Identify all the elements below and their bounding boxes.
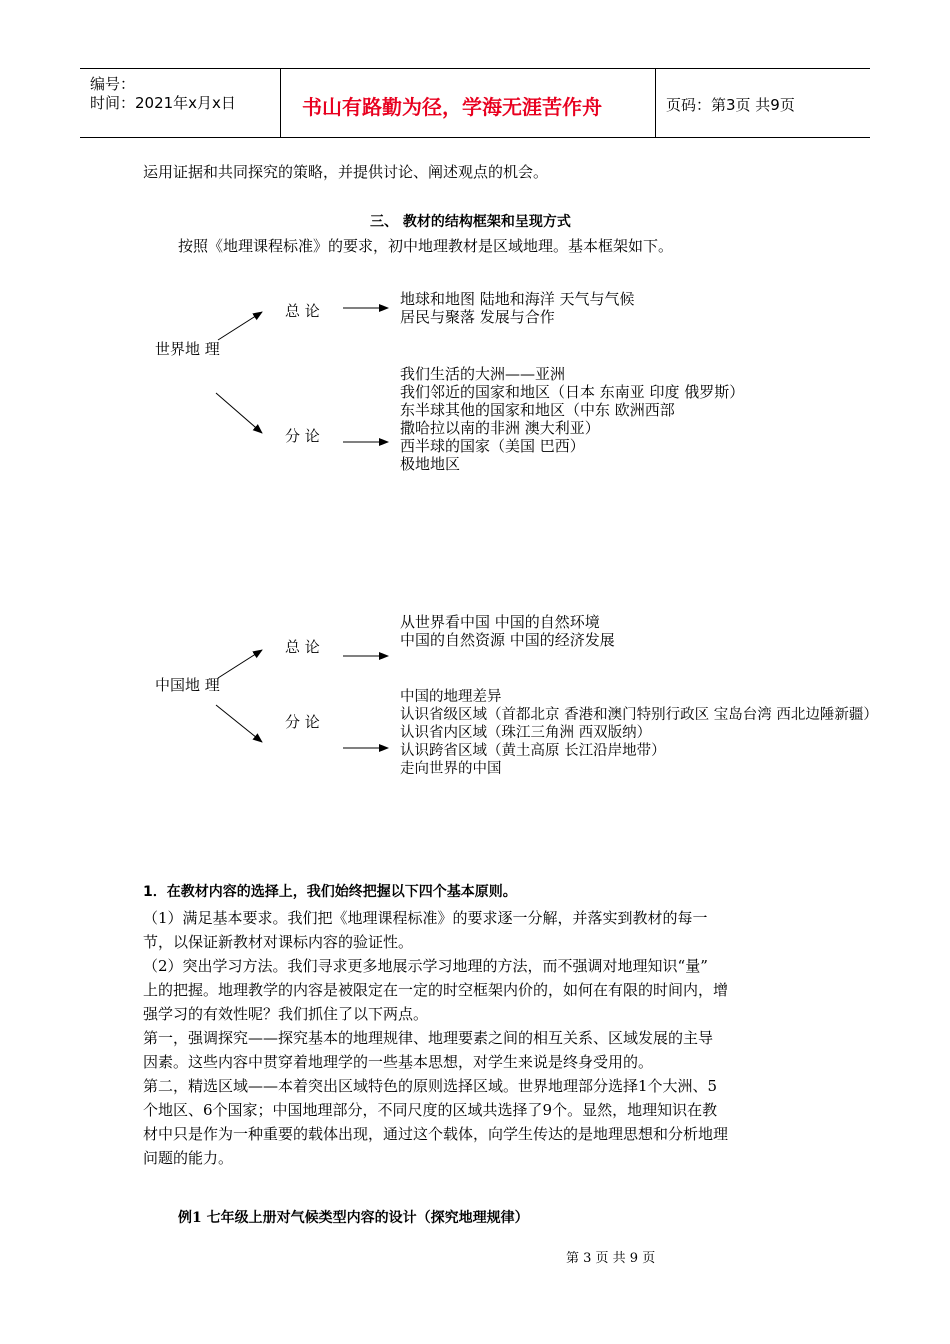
china-specific-item: 认识省级区域（首都北京 香港和澳门特别行政区 宝岛台湾 西北边陲新疆） xyxy=(400,707,878,723)
second-point-line: 第二，精选区域——本着突出区域特色的原则选择区域。世界地理部分选择1个大洲、5 xyxy=(143,1077,718,1095)
china-specific-item: 中国的地理差异 xyxy=(400,689,502,705)
world-specific-item: 西半球的国家（美国 巴西） xyxy=(400,437,585,455)
section-title: 三、 教材的结构框架和呈现方式 xyxy=(370,214,571,230)
china-specific-label: 分 论 xyxy=(285,713,320,731)
principle-1-line: 节，以保证新教材对课标内容的验证性。 xyxy=(143,933,414,951)
china-specific-item: 认识跨省区域（黄土高原 长江沿岸地带） xyxy=(400,743,666,759)
arrow-china-to-general xyxy=(218,650,262,678)
world-specific-item: 我们邻近的国家和地区（日本 东南亚 印度 俄罗斯） xyxy=(400,383,745,401)
second-point-line: 材中只是作为一种重要的载体出现，通过这个载体，向学生传达的是地理思想和分析地理 xyxy=(143,1125,729,1143)
world-geography-root: 世界地 理 xyxy=(155,340,220,358)
example-heading: 例1 七年级上册对气候类型内容的设计（探究地理规律） xyxy=(178,1210,529,1226)
principle-2-line: 上的把握。地理教学的内容是被限定在一定的时空框架内价的，如何在有限的时间内，增 xyxy=(143,981,729,999)
header-motto: 书山有路勤为径，学海无涯苦作舟 xyxy=(302,95,602,119)
china-general-label: 总 论 xyxy=(285,638,320,656)
second-point-line: 问题的能力。 xyxy=(143,1149,234,1167)
china-geography-root: 中国地 理 xyxy=(155,676,220,694)
principles-heading: 1．在教材内容的选择上，我们始终把握以下四个基本原则。 xyxy=(143,884,517,900)
china-specific-item: 认识省内区域（珠江三角洲 西双版纳） xyxy=(400,725,652,741)
first-point-line: 因素。这些内容中贯穿着地理学的一些基本思想，对学生来说是终身受用的。 xyxy=(143,1053,654,1071)
world-specific-items xyxy=(400,365,744,473)
china-general-item: 从世界看中国 中国的自然环境 xyxy=(400,613,600,631)
principle-1-line: （1）满足基本要求。我们把《地理课程标准》的要求逐一分解，并落实到教材的每一 xyxy=(143,909,708,927)
page-footer: 第 3 页 共 9 页 xyxy=(566,1251,656,1266)
china-general-item: 中国的自然资源 中国的经济发展 xyxy=(400,631,615,649)
world-specific-item: 极地地区 xyxy=(400,455,461,473)
china-specific-item: 走向世界的中国 xyxy=(400,761,502,777)
principle-2-line: 强学习的有效性呢？我们抓住了以下两点。 xyxy=(143,1005,429,1023)
world-specific-item: 撒哈拉以南的非洲 澳大利亚） xyxy=(400,419,600,437)
arrow-world-to-general xyxy=(218,312,262,340)
principles-body xyxy=(143,906,728,1170)
header-page-code: 页码：第3页 共9页 xyxy=(666,96,795,114)
world-specific-item: 东半球其他的国家和地区（中东 欧洲西部 xyxy=(400,401,675,419)
world-general-item: 地球和地图 陆地和海洋 天气与气候 xyxy=(400,290,635,308)
first-point-line: 第一，强调探究——探究基本的地理规律、地理要素之间的相互关系、区域发展的主导 xyxy=(143,1029,714,1047)
world-specific-label: 分 论 xyxy=(285,427,320,445)
world-specific-item: 我们生活的大洲——亚洲 xyxy=(400,365,566,383)
china-specific-items xyxy=(400,688,878,778)
second-point-line: 个地区、6个国家；中国地理部分，不同尺度的区域共选择了9个。显然，地理知识在教 xyxy=(143,1101,718,1119)
arrow-china-to-specific xyxy=(216,705,262,742)
world-general-label: 总 论 xyxy=(285,302,320,320)
intro-line: 运用证据和共同探究的策略，并提供讨论、阐述观点的机会。 xyxy=(143,163,549,181)
world-general-items xyxy=(400,290,635,326)
arrow-world-to-specific xyxy=(216,393,262,433)
china-general-items xyxy=(400,613,615,649)
section-lead: 按照《地理课程标准》的要求，初中地理教材是区域地理。基本框架如下。 xyxy=(178,237,674,255)
document-number-label: 编号： xyxy=(90,75,136,93)
document-time: 时间：2021年x月x日 xyxy=(90,94,236,112)
principle-2-line: （2）突出学习方法。我们寻求更多地展示学习地理的方法，而不强调对地理知识“量” xyxy=(143,957,708,975)
world-general-item: 居民与聚落 发展与合作 xyxy=(400,308,555,326)
